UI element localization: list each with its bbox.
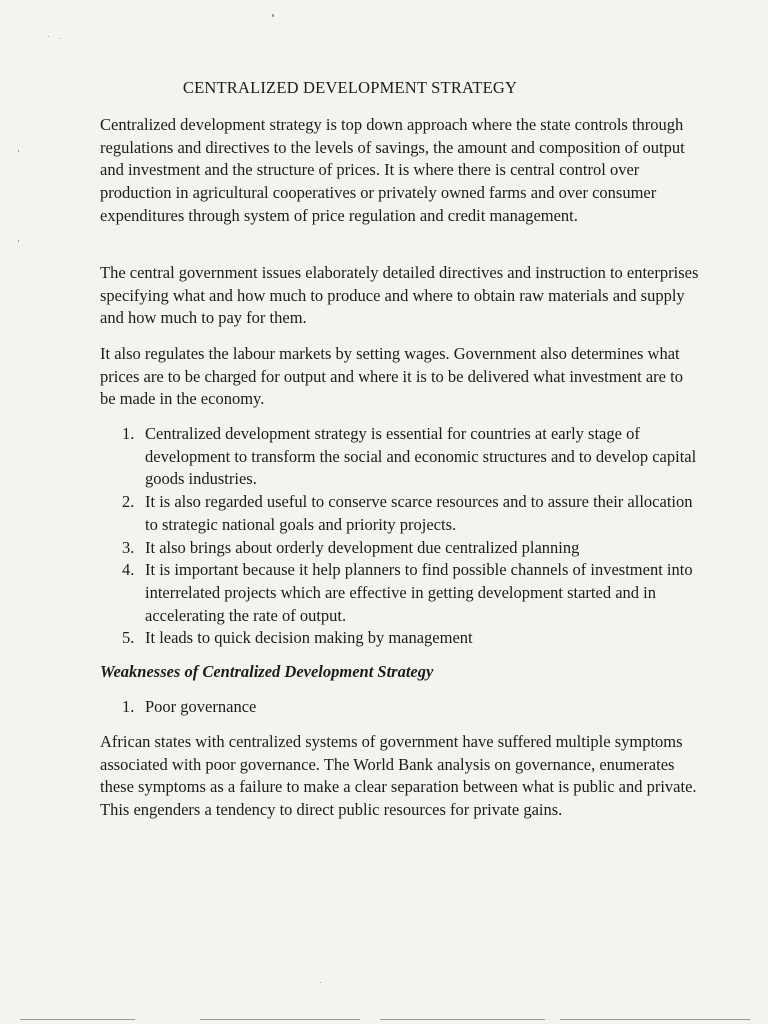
list-item — [100, 627, 704, 650]
list-item-number: 1. — [122, 697, 135, 716]
scan-edge-line — [20, 1019, 135, 1020]
scan-speck — [272, 14, 274, 17]
list-item-text: It is important because it help planners to find possible channels of investment into interrelated projects which are effective in getting development started and in accelerating the rate of output. — [145, 560, 693, 625]
list-item-number: 3. — [122, 537, 135, 557]
list-item-text: Poor governance — [145, 697, 257, 716]
weaknesses-list — [100, 696, 704, 719]
scan-speck — [18, 240, 19, 242]
scan-edge-line — [560, 1019, 750, 1020]
intro-paragraph: Centralized development strategy is top down approach where the state controls through regulations and directives to the levels of savings, the amount and composition of output and investment and the structure of prices. It is where there is central control over production in agricultural cooperatives or privately owned farms and over consumer expenditures through system of price regulation and credit management. — [100, 115, 685, 225]
scan-speck — [18, 150, 19, 152]
directives-paragraph: The central government issues elaborately detailed directives and instruction to enterprises specifying what and how much to produce and where to obtain raw materials and supply and how much to pay for them. — [100, 263, 699, 328]
list-item-number: 5. — [122, 628, 135, 648]
governance-paragraph: African states with centralized systems of government have suffered multiple symptoms associated with poor governance. The World Bank analysis on governance, enumerates these symptoms as a failure to make a clear separation between what is public and private. This engenders a tendency to direct public resources for private gains. — [100, 732, 697, 820]
weaknesses-heading: Weaknesses of Centralized Development Strategy — [100, 662, 434, 681]
labour-paragraph: It also regulates the labour markets by setting wages. Government also determines what prices are to be charged for output and where it is to be delivered what investment are to be made in the economy. — [100, 344, 683, 409]
list-item-text: It is also regarded useful to conserve scarce resources and to assure their allocation to strategic national goals and priority projects. — [145, 492, 693, 534]
scan-edge-line — [380, 1019, 545, 1020]
list-item-number: 4. — [122, 560, 135, 580]
list-item — [100, 537, 704, 560]
list-item-number: 2. — [122, 492, 135, 512]
list-item — [100, 491, 704, 536]
list-item-text: It also brings about orderly development due centralized planning — [145, 537, 580, 557]
advantages-list — [100, 423, 704, 650]
list-item-text: It leads to quick decision making by management — [145, 628, 473, 648]
scan-speck — [60, 38, 61, 39]
list-item — [100, 559, 704, 627]
list-item — [100, 696, 704, 719]
document-title: CENTRALIZED DEVELOPMENT STRATEGY — [182, 78, 518, 97]
scan-speck — [320, 982, 321, 983]
list-item-number: 1. — [122, 424, 135, 443]
scan-edge-line — [200, 1019, 360, 1020]
list-item-text: Centralized development strategy is essential for countries at early stage of development to transform the social and economic structures and to develop capital goods industries. — [145, 424, 697, 489]
list-item — [100, 423, 704, 491]
scan-speck — [48, 36, 49, 37]
